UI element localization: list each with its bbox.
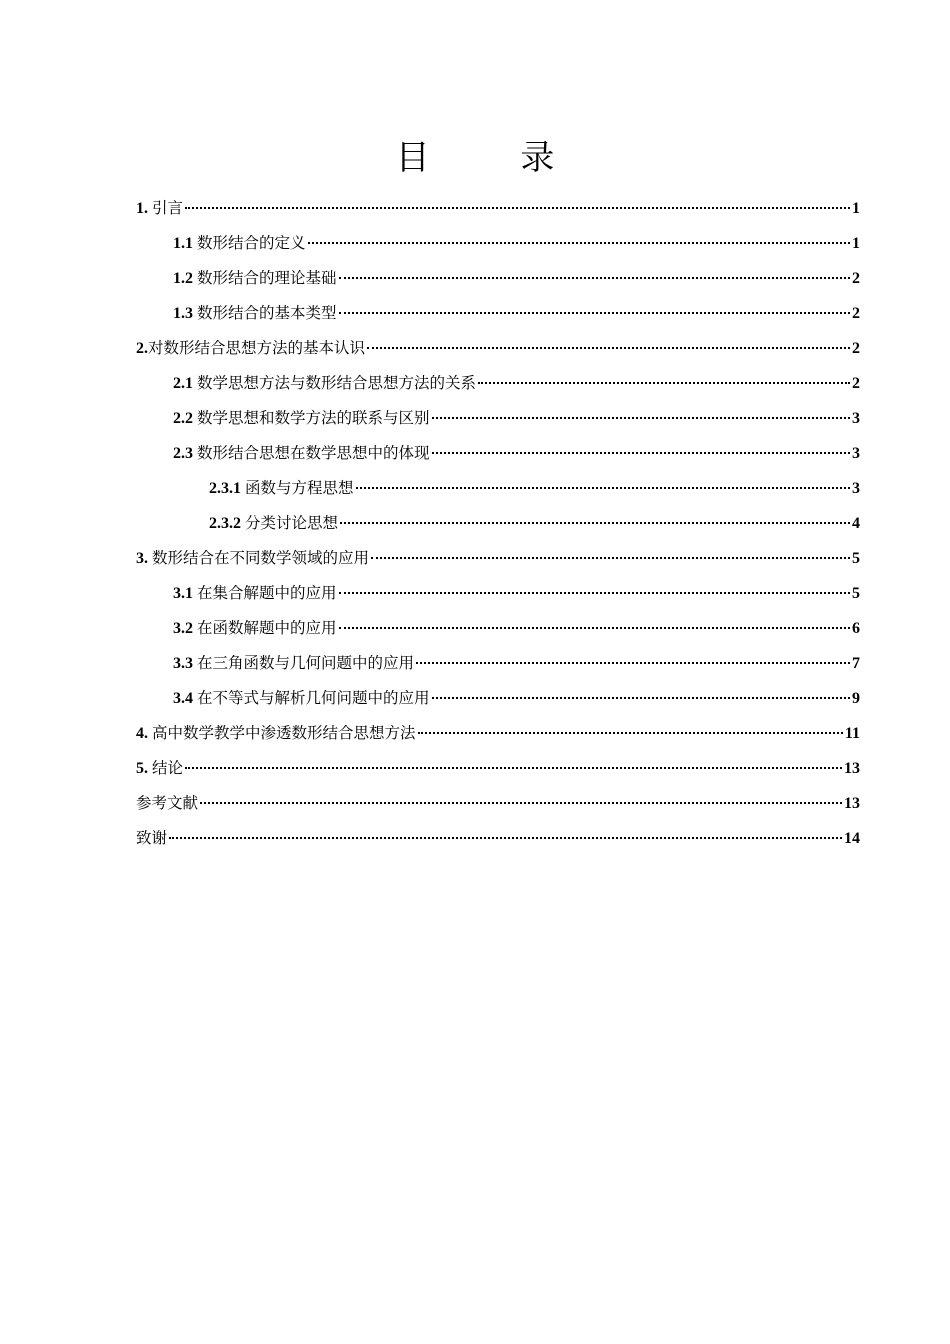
toc-page-number: 2 <box>852 270 860 287</box>
table-of-contents <box>136 191 860 856</box>
dot-leader <box>367 347 850 349</box>
toc-entry-text <box>136 191 183 226</box>
dot-leader <box>339 277 850 279</box>
toc-entry-number: 2. <box>136 340 148 357</box>
toc-entry-text <box>136 541 369 576</box>
toc-page-number: 3 <box>852 480 860 497</box>
toc-entry-text <box>173 401 430 436</box>
toc-entry-label: 在三角函数与几何问题中的应用 <box>197 654 415 672</box>
toc-entry-text <box>209 471 354 506</box>
toc-entry-number: 4. <box>136 725 148 742</box>
toc-entry[interactable] <box>136 576 860 611</box>
toc-entry[interactable] <box>136 401 860 436</box>
toc-entry-number: 2.3.1 <box>209 480 241 497</box>
dot-leader <box>356 487 850 489</box>
dot-leader <box>200 802 842 804</box>
toc-entry-number: 3.2 <box>173 620 193 637</box>
toc-entry-number: 1.1 <box>173 235 193 252</box>
toc-entry-number: 3.4 <box>173 690 193 707</box>
dot-leader <box>339 312 850 314</box>
toc-entry-text <box>173 576 337 611</box>
toc-entry-label: 引言 <box>152 199 184 217</box>
toc-entry-number: 3.3 <box>173 655 193 672</box>
toc-entry-text <box>136 821 167 856</box>
toc-entry[interactable] <box>136 296 860 331</box>
toc-entry[interactable] <box>136 331 860 366</box>
toc-entry-text <box>209 506 338 541</box>
toc-entry-text <box>173 296 337 331</box>
toc-entry[interactable] <box>136 506 860 541</box>
toc-entry-text <box>136 786 198 821</box>
dot-leader <box>418 732 843 734</box>
toc-entry-label: 结论 <box>152 759 184 777</box>
toc-page-number: 9 <box>852 690 860 707</box>
toc-entry-label: 数形结合的定义 <box>197 234 306 252</box>
toc-entry-text <box>173 366 476 401</box>
toc-entry-number: 1.2 <box>173 270 193 287</box>
toc-entry-number: 1. <box>136 200 148 217</box>
toc-entry[interactable] <box>136 366 860 401</box>
toc-page-number: 13 <box>844 760 860 777</box>
toc-page-number: 5 <box>852 585 860 602</box>
toc-page-number: 3 <box>852 410 860 427</box>
toc-entry-text <box>173 226 306 261</box>
toc-entry-text <box>173 681 430 716</box>
toc-entry-label: 对数形结合思想方法的基本认识 <box>148 339 366 357</box>
toc-entry[interactable] <box>136 716 860 751</box>
dot-leader <box>185 767 842 769</box>
toc-entry-number: 5. <box>136 760 148 777</box>
toc-entry[interactable] <box>136 646 860 681</box>
toc-page-number: 13 <box>844 795 860 812</box>
toc-entry-label: 高中数学教学中渗透数形结合思想方法 <box>152 724 416 742</box>
toc-entry-label: 数形结合的理论基础 <box>197 269 337 287</box>
toc-entry-text <box>136 331 365 366</box>
toc-entry-number: 2.1 <box>173 375 193 392</box>
toc-page-number: 14 <box>844 830 860 847</box>
toc-entry[interactable] <box>136 786 860 821</box>
dot-leader <box>432 452 850 454</box>
toc-entry-label: 数学思想方法与数形结合思想方法的关系 <box>197 374 477 392</box>
toc-page-number: 1 <box>852 235 860 252</box>
toc-entry[interactable] <box>136 681 860 716</box>
toc-entry[interactable] <box>136 191 860 226</box>
dot-leader <box>432 417 850 419</box>
toc-entry-number: 3. <box>136 550 148 567</box>
toc-entry-number: 2.3.2 <box>209 515 241 532</box>
dot-leader <box>371 557 850 559</box>
toc-entry-text <box>173 611 337 646</box>
toc-entry[interactable] <box>136 751 860 786</box>
toc-entry-text <box>173 646 414 681</box>
dot-leader <box>308 242 850 244</box>
toc-title: 目 录 <box>395 138 595 178</box>
dot-leader <box>478 382 850 384</box>
toc-entry-number: 2.2 <box>173 410 193 427</box>
toc-entry-text <box>173 261 337 296</box>
toc-page-number: 2 <box>852 375 860 392</box>
toc-entry-label: 数形结合的基本类型 <box>197 304 337 322</box>
dot-leader <box>340 522 850 524</box>
toc-entry[interactable] <box>136 436 860 471</box>
toc-entry-text <box>136 751 183 786</box>
toc-page-number: 1 <box>852 200 860 217</box>
toc-page-number: 2 <box>852 340 860 357</box>
toc-entry-label: 数形结合在不同数学领域的应用 <box>152 549 370 567</box>
toc-entry-number: 3.1 <box>173 585 193 602</box>
toc-entry-label: 在函数解题中的应用 <box>197 619 337 637</box>
toc-entry-number: 2.3 <box>173 445 193 462</box>
dot-leader <box>169 837 842 839</box>
toc-entry-label: 分类讨论思想 <box>245 514 339 532</box>
dot-leader <box>185 207 850 209</box>
toc-entry-label: 数学思想和数学方法的联系与区别 <box>197 409 430 427</box>
dot-leader <box>339 627 850 629</box>
toc-entry-label: 数形结合思想在数学思想中的体现 <box>197 444 430 462</box>
toc-page-number: 3 <box>852 445 860 462</box>
toc-entry-label: 在不等式与解析几何问题中的应用 <box>197 689 430 707</box>
dot-leader <box>339 592 850 594</box>
toc-entry[interactable] <box>136 821 860 856</box>
toc-entry[interactable] <box>136 226 860 261</box>
toc-entry-label: 在集合解题中的应用 <box>197 584 337 602</box>
toc-entry[interactable] <box>136 261 860 296</box>
dot-leader <box>432 697 850 699</box>
toc-entry-label: 函数与方程思想 <box>245 479 354 497</box>
toc-entry-number: 1.3 <box>173 305 193 322</box>
toc-entry-label: 致谢 <box>136 829 168 847</box>
toc-entry-text <box>173 436 430 471</box>
toc-page-number: 7 <box>852 655 860 672</box>
toc-page-number: 4 <box>852 515 860 532</box>
dot-leader <box>416 662 850 664</box>
toc-entry-label: 参考文献 <box>136 794 199 812</box>
toc-entry[interactable] <box>136 471 860 506</box>
toc-entry-text <box>136 716 416 751</box>
toc-page-number: 2 <box>852 305 860 322</box>
toc-entry[interactable] <box>136 541 860 576</box>
toc-entry[interactable] <box>136 611 860 646</box>
toc-page-number: 6 <box>852 620 860 637</box>
toc-page-number: 5 <box>852 550 860 567</box>
toc-page-number: 11 <box>844 725 860 742</box>
